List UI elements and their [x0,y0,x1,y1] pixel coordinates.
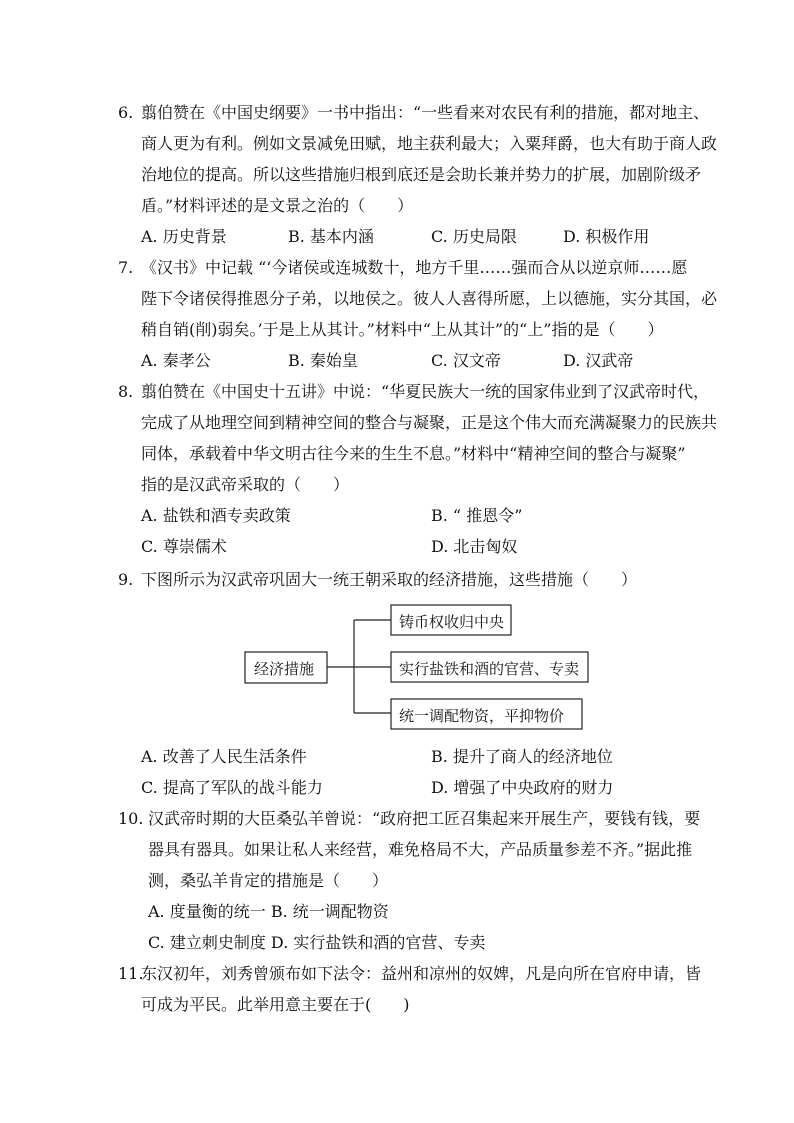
question-number: 9. [118,570,134,589]
question-text-line: 指的是汉武帝采取的（ ） [141,475,350,494]
question-text-line: 商人更为有利。例如文景减免田赋，地主获利最大；入粟拜爵，也大有助于商人政 [141,134,718,153]
option-b[interactable]: B. 基本内涵 [288,227,374,246]
question-number: 8. [118,382,134,401]
question-9 [118,564,718,595]
option-c[interactable]: C. 历史局限 [431,227,517,246]
diagram-root-label: 经济措施 [254,660,315,678]
options-row [118,927,718,958]
option-b[interactable]: B. 提升了商人的经济地位 [431,747,613,766]
option-c-d[interactable]: C. 建立刺史制度 D. 实行盐铁和酒的官营、专卖 [148,933,486,952]
question-text-line: 可成为平民。此举用意主要在于( ) [141,995,410,1014]
options-row [118,772,718,803]
question-7 [118,252,718,376]
question-text-line: 完成了从地理空间到精神空间的整合与凝聚，正是这个伟大而充满凝聚力的民族共 [141,413,718,432]
question-text-line: 下图所示为汉武帝巩固大一统王朝采取的经济措施，这些措施（ ） [141,570,638,589]
option-d[interactable]: D. 北击匈奴 [431,537,518,556]
diagram-branch-label-2: 实行盐铁和酒的官营、专卖 [399,660,580,678]
option-d[interactable]: D. 增强了中央政府的财力 [431,778,614,797]
option-a[interactable]: A. 盐铁和酒专卖政策 [141,506,291,525]
question-number: 6. [118,103,134,122]
question-text-line: 盾。”材料评述的是文景之治的（ ） [141,196,414,215]
option-a[interactable]: A. 历史背景 [141,227,227,246]
option-b[interactable]: B. 秦始皇 [288,351,358,370]
question-text-line: 治地位的提高。所以这些措施归根到底还是会助长兼并势力的扩展，加剧阶级矛 [141,165,702,184]
option-c[interactable]: C. 提高了军队的战斗能力 [141,778,323,797]
question-text-line: 陛下令诸侯得推恩分子弟，以地侯之。彼人人喜得所愿，上以德施，实分其国，必 [141,289,718,308]
question-text-line: 稍自销(削)弱矣。’于是上从其计。”材料中“上从其计”的“上”指的是（ ） [141,320,664,339]
options-row [118,345,718,376]
question-number: 11. [118,964,144,983]
options-row [118,896,718,927]
option-a-b[interactable]: A. 度量衡的统一 B. 统一调配物资 [148,902,389,921]
options-row [118,741,718,772]
diagram-branch-label-1: 铸币权收归中央 [399,613,505,631]
question-number: 10. [118,809,144,828]
option-c[interactable]: C. 汉文帝 [431,351,501,370]
question-text-line: 测，桑弘羊肯定的措施是（ ） [148,871,389,890]
option-c[interactable]: C. 尊崇儒术 [141,537,227,556]
option-a[interactable]: A. 改善了人民生活条件 [141,747,307,766]
diagram-branch-label-3: 统一调配物资，平抑物价 [399,707,565,725]
question-text-line: 翦伯赞在《中国史纲要》一书中指出：“一些看来对农民有利的措施，都对地主、 [141,103,710,122]
economic-measures-diagram [118,600,718,735]
question-9-options [118,741,718,803]
option-b[interactable]: B. “ 推恩令” [431,506,523,525]
options-row [118,531,718,562]
question-text-line: 同体，承载着中华文明古往今来的生生不息。”材料中“精神空间的整合与凝聚” [141,444,686,463]
question-text-line: 汉武帝时期的大臣桑弘羊曾说：“政府把工匠召集起来开展生产，要钱有钱，要 [148,809,701,828]
question-10 [118,803,718,958]
question-text-line: 《汉书》中记载 “‘今诸侯或连城数十，地方千里……强而合从以逆京师……愿 [141,258,688,277]
question-text-line: 东汉初年，刘秀曾颁布如下法令：益州和凉州的奴婢，凡是向所在官府申请，皆 [141,964,702,983]
question-number: 7. [118,258,134,277]
options-row [118,500,718,531]
option-d[interactable]: D. 积极作用 [563,227,650,246]
option-d[interactable]: D. 汉武帝 [563,351,634,370]
options-row [118,221,718,252]
option-a[interactable]: A. 秦孝公 [141,351,211,370]
question-8 [118,376,718,562]
question-text-line: 器具有器具。如果让私人来经营，难免格局不大，产品质量参差不齐。”据此推 [148,840,693,859]
question-text-line: 翦伯赞在《中国史十五讲》中说：“华夏民族大一统的国家伟业到了汉武帝时代， [141,382,710,401]
question-11 [118,958,718,1020]
question-6 [118,97,718,252]
